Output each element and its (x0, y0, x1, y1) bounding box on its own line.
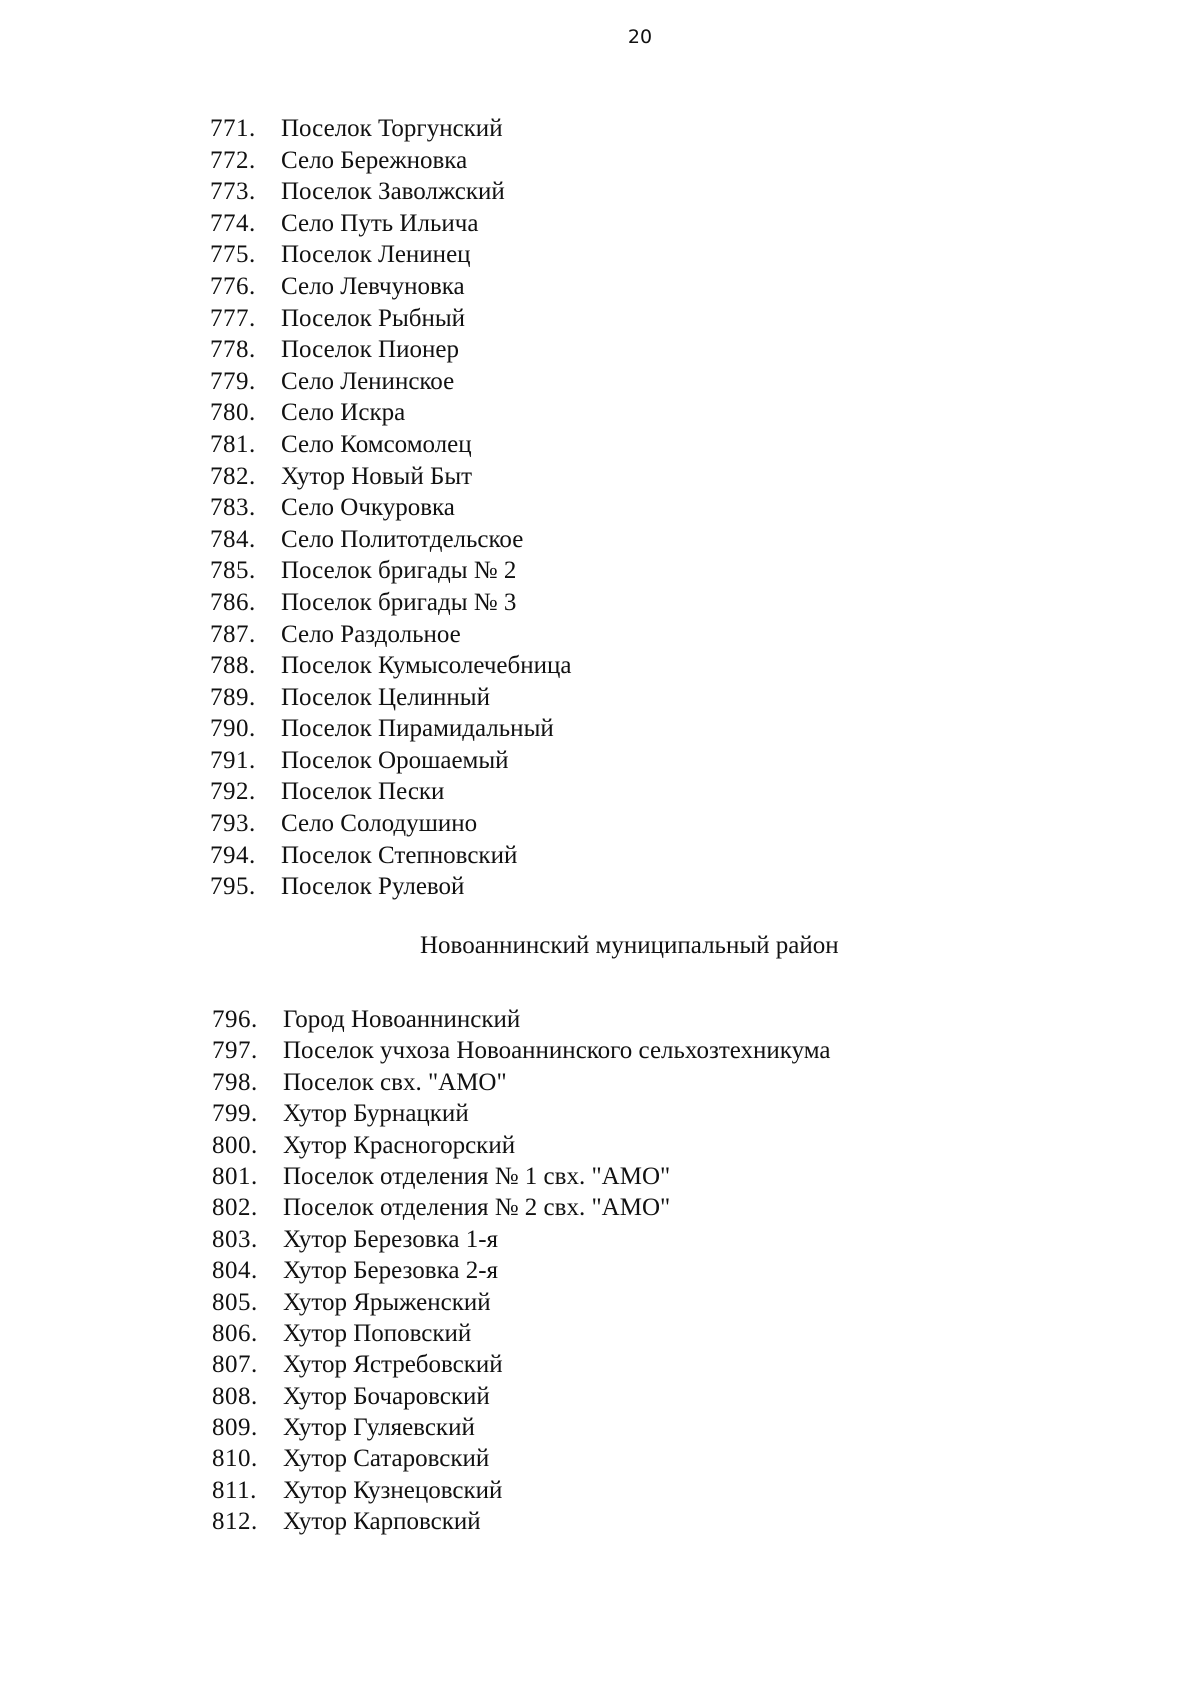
settlement-name: Поселок Целинный (281, 683, 490, 711)
list-item (212, 1443, 831, 1474)
item-number: 771. (210, 115, 256, 142)
settlement-name: Поселок учхоза Новоаннинского сельхозтехникума (283, 1037, 831, 1065)
list-item (210, 334, 571, 366)
item-number: 798. (212, 1068, 258, 1096)
item-number: 791. (210, 746, 256, 774)
list-item (210, 271, 571, 303)
item-number: 780. (210, 399, 256, 427)
settlement-name: Хутор Ярыженский (283, 1288, 491, 1316)
list-item (210, 524, 571, 556)
settlement-name: Село Политотдельское (281, 525, 524, 553)
settlement-name: Поселок отделения № 2 свх. "АМО" (283, 1194, 671, 1222)
item-number: 793. (210, 810, 256, 838)
list-item (212, 1130, 831, 1161)
item-number: 773. (210, 178, 256, 206)
item-number: 778. (210, 336, 256, 364)
item-number: 772. (210, 146, 256, 174)
list-item (212, 1255, 831, 1286)
item-number: 799. (212, 1100, 258, 1128)
settlement-name: Поселок Степновский (281, 841, 518, 869)
settlement-name: Поселок Рулевой (281, 873, 465, 901)
item-number: 797. (212, 1037, 258, 1065)
item-number: 806. (212, 1319, 258, 1347)
item-number: 803. (212, 1225, 258, 1253)
list-item (210, 587, 571, 619)
settlement-name: Село Левчуновка (281, 272, 465, 300)
item-number: 808. (212, 1382, 258, 1410)
settlement-name: Хутор Сатаровский (283, 1445, 490, 1473)
item-number: 779. (210, 367, 256, 395)
list-item (210, 492, 571, 524)
settlement-name: Хутор Ястребовский (283, 1351, 503, 1379)
item-number: 812. (212, 1508, 258, 1536)
list-item (210, 713, 571, 745)
item-number: 781. (210, 430, 256, 458)
settlement-name: Город Новоаннинский (283, 1006, 521, 1033)
settlement-name: Хутор Красногорский (283, 1131, 516, 1159)
item-number: 788. (210, 652, 256, 680)
list-item (212, 1192, 831, 1223)
item-number: 811. (212, 1476, 257, 1504)
list-item (210, 619, 571, 651)
settlement-name: Поселок свх. "АМО" (283, 1068, 507, 1096)
settlement-name: Поселок Рыбный (281, 304, 466, 332)
list-item (210, 113, 571, 145)
list-item (212, 1506, 831, 1537)
list-item (210, 303, 571, 335)
list-item (210, 650, 571, 682)
list-item (210, 745, 571, 777)
list-item (212, 1067, 831, 1098)
list-item (210, 840, 571, 872)
settlement-name: Поселок бригады № 3 (281, 588, 517, 616)
item-number: 774. (210, 209, 256, 237)
item-number: 805. (212, 1288, 258, 1316)
list-item (212, 1287, 831, 1318)
list-item (210, 461, 571, 493)
section-heading: Новоаннинский муниципальный район (420, 932, 839, 959)
settlement-name: Село Солодушино (281, 810, 478, 838)
list-item (210, 682, 571, 714)
list-item (210, 871, 571, 903)
list-item (210, 397, 571, 429)
item-number: 790. (210, 715, 256, 743)
settlement-name: Поселок бригады № 2 (281, 557, 517, 585)
settlement-name: Село Искра (281, 399, 406, 427)
item-number: 810. (212, 1445, 258, 1473)
settlement-name: Хутор Березовка 1-я (283, 1225, 499, 1253)
settlement-name: Село Раздольное (281, 620, 461, 648)
list-item (212, 1412, 831, 1443)
list-item (210, 176, 571, 208)
settlement-name: Поселок Пески (281, 778, 445, 806)
list-item (210, 366, 571, 398)
item-number: 800. (212, 1131, 258, 1159)
list-item (210, 145, 571, 177)
settlement-name: Поселок Орошаемый (281, 746, 509, 774)
settlement-name: Хутор Гуляевский (283, 1414, 475, 1442)
item-number: 796. (212, 1006, 258, 1033)
list-item (210, 776, 571, 808)
settlement-list-second (212, 1004, 831, 1538)
settlement-name: Поселок Заволжский (281, 178, 505, 206)
settlement-name: Село Путь Ильича (281, 209, 479, 237)
settlement-name: Поселок Пирамидальный (281, 715, 554, 743)
list-item (212, 1161, 831, 1192)
settlement-list-first (210, 113, 571, 903)
item-number: 776. (210, 272, 256, 300)
list-item (210, 239, 571, 271)
page-number: 20 (627, 26, 653, 48)
settlement-name: Хутор Березовка 2-я (283, 1257, 499, 1285)
list-item (210, 429, 571, 461)
item-number: 787. (210, 620, 256, 648)
list-item (212, 1035, 831, 1066)
settlement-name: Село Комсомолец (281, 430, 472, 458)
settlement-name: Хутор Поповский (283, 1319, 472, 1347)
item-number: 777. (210, 304, 256, 332)
item-number: 794. (210, 841, 256, 869)
item-number: 804. (212, 1257, 258, 1285)
item-number: 789. (210, 683, 256, 711)
item-number: 775. (210, 241, 256, 269)
list-item (212, 1381, 831, 1412)
list-item (210, 555, 571, 587)
item-number: 782. (210, 462, 256, 490)
item-number: 792. (210, 778, 256, 806)
item-number: 783. (210, 494, 256, 522)
list-item (212, 1475, 831, 1506)
settlement-name: Хутор Новый Быт (281, 462, 473, 490)
list-item (212, 1004, 831, 1035)
settlement-name: Хутор Карповский (283, 1508, 481, 1536)
settlement-name: Село Ленинское (281, 367, 455, 395)
item-number: 807. (212, 1351, 258, 1379)
list-item (210, 808, 571, 840)
settlement-name: Поселок Торгунский (281, 115, 503, 142)
item-number: 786. (210, 588, 256, 616)
settlement-name: Поселок Кумысолечебница (281, 652, 572, 680)
list-item (212, 1098, 831, 1129)
list-item (212, 1349, 831, 1380)
item-number: 795. (210, 873, 256, 901)
settlement-name: Поселок Ленинец (281, 241, 471, 269)
item-number: 785. (210, 557, 256, 585)
settlement-name: Поселок Пионер (281, 336, 459, 364)
item-number: 802. (212, 1194, 258, 1222)
list-item (212, 1224, 831, 1255)
settlement-name: Хутор Кузнецовский (283, 1476, 503, 1504)
item-number: 784. (210, 525, 256, 553)
settlement-name: Село Бережновка (281, 146, 468, 174)
list-item (210, 208, 571, 240)
item-number: 801. (212, 1162, 258, 1190)
list-item (212, 1318, 831, 1349)
settlement-name: Село Очкуровка (281, 494, 455, 522)
item-number: 809. (212, 1414, 258, 1442)
settlement-name: Хутор Бурнацкий (283, 1100, 469, 1128)
settlement-name: Поселок отделения № 1 свх. "АМО" (283, 1162, 671, 1190)
settlement-name: Хутор Бочаровский (283, 1382, 490, 1410)
